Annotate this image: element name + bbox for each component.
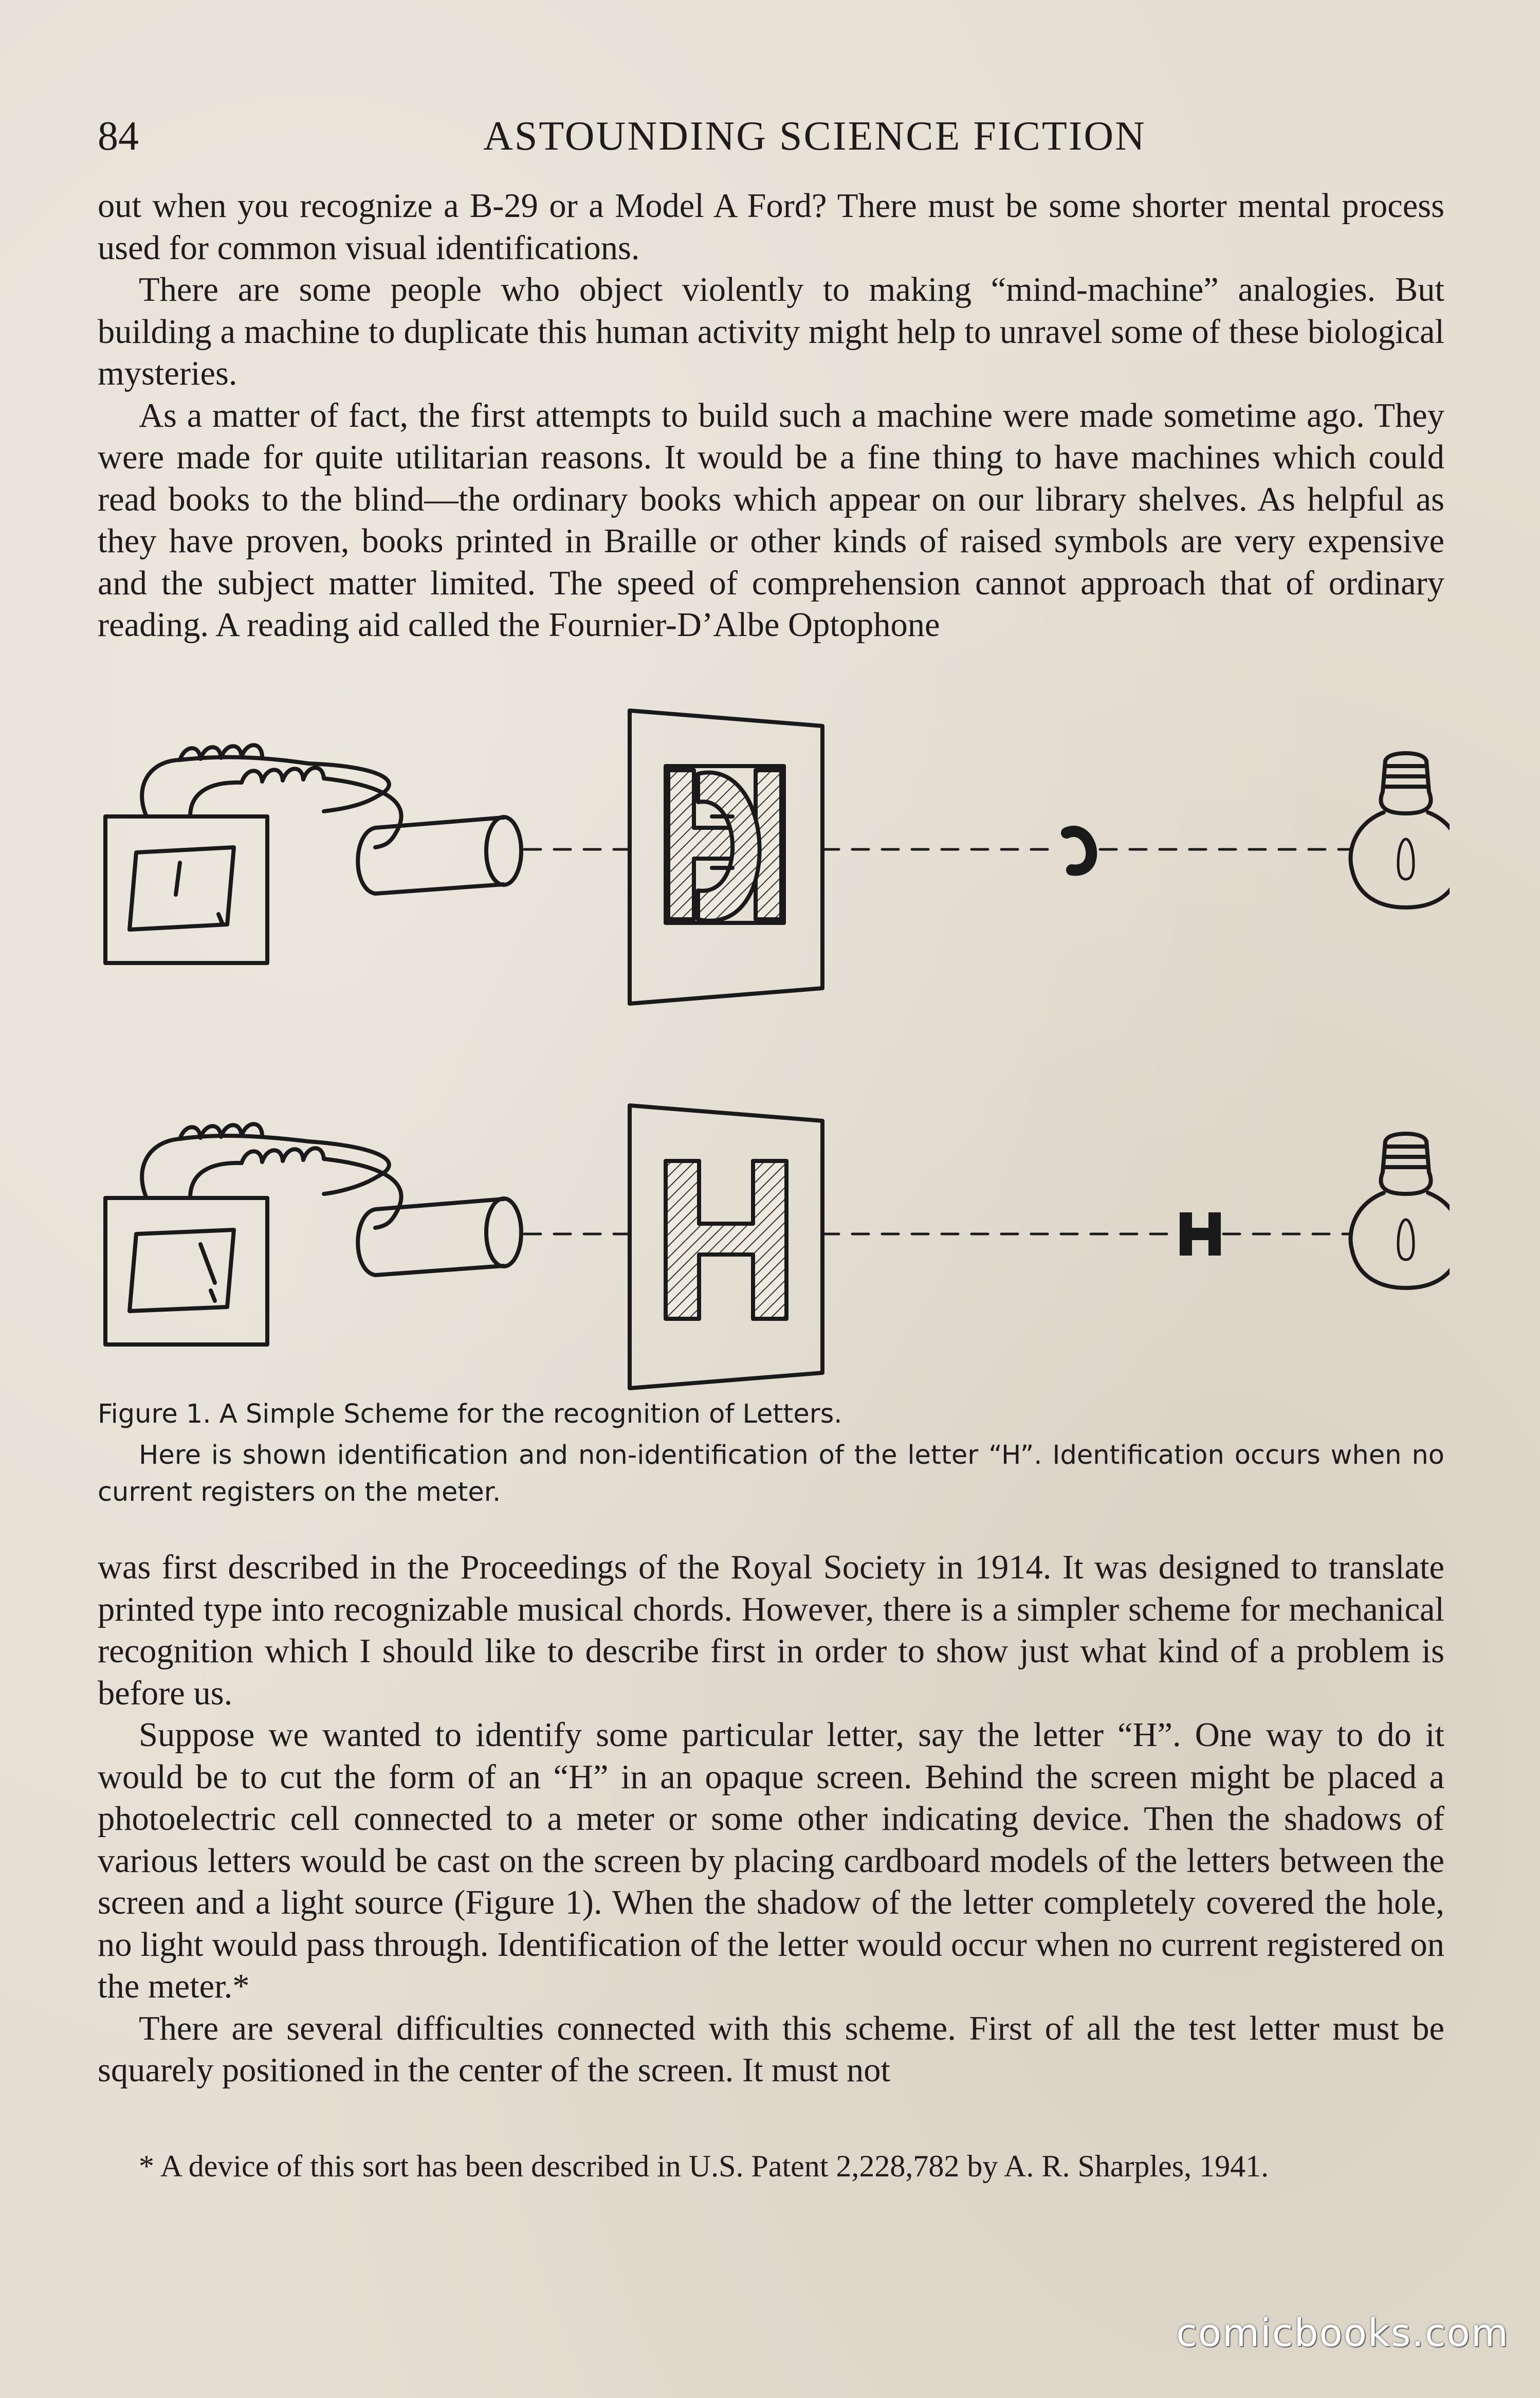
watermark: comicbooks.com	[1176, 2311, 1509, 2355]
running-head: ASTOUNDING SCIENCE FICTION	[483, 114, 1146, 159]
bottom-shadow-letter	[1186, 1212, 1215, 1256]
body-text-bottom	[98, 1547, 1444, 2092]
paragraph: There are some people who object violently to making “mind-machine” analogies. But building a machine to duplicate this human activity might help to unravel some of these biological mysteries.	[98, 271, 1444, 392]
paragraph: There are several difficulties connected with this scheme. First of all the test letter must be squarely positioned in the center of the screen. It must not	[98, 2009, 1444, 2089]
footnote: * A device of this sort has been described in U.S. Patent 2,228,782 by A. R. Sharples, 1941.	[139, 2149, 1269, 2183]
top-shadow-letter	[1067, 831, 1091, 870]
bottom-wires	[142, 1124, 401, 1228]
top-wires	[142, 745, 401, 847]
paragraph: Suppose we wanted to identify some particular letter, say the letter “H”. One way to do it would be to cut the form of an “H” in an opaque screen. Behind the screen might be placed a photoelectric cell connected to a meter or some other indicating device. Then the shadows of various letters would be cast on the screen by placing cardboard models of the letters between the screen and a light source (Figure 1). When the shadow of the letter completely covered the hole, no light would pass through. Identification of the letter would occur when no current registered on the meter.*	[98, 1716, 1444, 2005]
body-text-top	[98, 185, 1444, 646]
top-photocell	[358, 817, 521, 894]
page-header	[98, 111, 1444, 167]
bottom-meter	[105, 1198, 267, 1345]
figure-caption-body: Here is shown identification and non-identification of the letter “H”. Identification occurs when no current registers on the meter.	[98, 1440, 1444, 1507]
top-light-bulb	[1351, 753, 1450, 907]
paragraph: As a matter of fact, the first attempts to build such a machine were made sometime ago. They were made for quite utilitarian reasons. It would be a fine thing to have machines which could read books to the blind—the ordinary books which appear on our library shelves. As helpful as they have proven, books printed in Braille or other kinds of raised symbols are very expensive and the subject matter limited. The speed of comprehension cannot approach that of ordinary reading. A reading aid called the Fournier-D’Albe Optophone	[98, 396, 1444, 644]
bottom-light-bulb	[1351, 1134, 1450, 1288]
bottom-photocell	[358, 1198, 521, 1275]
page-number: 84	[98, 114, 139, 159]
top-meter	[105, 816, 267, 963]
paragraph: was first described in the Proceedings of the Royal Society in 1914. It was designed to translate printed type into recognizable musical chords. However, there is a simpler scheme for mechanical recognition which I should like to describe first in order to show just what kind of a problem is before us.	[98, 1549, 1444, 1712]
figure-1-diagram	[93, 704, 1450, 1393]
figure-caption-title: Figure 1. A Simple Scheme for the recognition of Letters.	[98, 1399, 842, 1429]
bottom-h-cutout	[666, 1161, 786, 1319]
paragraph: out when you recognize a B-29 or a Model A Ford? There must be some shorter mental process used for common visual identifications.	[98, 187, 1444, 267]
